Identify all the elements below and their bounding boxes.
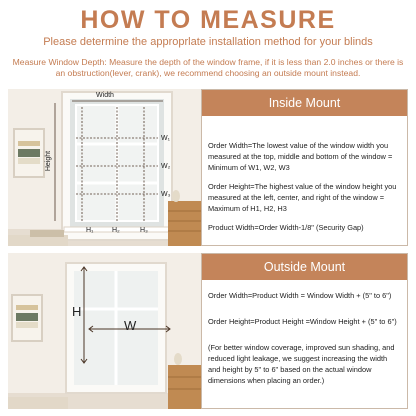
inside-width-rule: Order Width=The lowest value of the window width you measured at the top, middle and bottom of the window = Minimum of W1, W2, W3	[208, 141, 393, 172]
depth-note: Measure Window Depth: Measure the depth of the window frame, if it is less than 2.0 inches or there is an obstruction(lever, crank), we recommend choosing an outside mount instead.	[12, 57, 404, 78]
outside-mount-panel	[201, 253, 408, 409]
outside-mount-heading: Outside Mount	[202, 254, 407, 280]
inside-height-rule: Order Height=The highest value of the window height you measured at the left, center, and right of the window = Maximum of H1, H2, H3	[208, 182, 397, 213]
label-height: Height	[45, 150, 52, 172]
inside-mount-heading: Inside Mount	[202, 90, 407, 116]
label-h2: H₂	[112, 227, 120, 234]
label-w2: W₂	[161, 163, 171, 170]
inside-product-rule: Product Width=Order Width-1/8" (Security Gap)	[208, 223, 364, 232]
label-w1: W₁	[161, 135, 170, 142]
inside-mount-panel	[201, 89, 408, 246]
label-h: H	[72, 304, 82, 319]
label-w: W	[124, 318, 137, 333]
page-title: HOW TO MEASURE	[80, 6, 336, 34]
label-w3: W₃	[161, 191, 171, 198]
outside-advice: (For better window coverage, improved sun shading, and reduced light leakage, we suggest increasing the width and height by 5" to 6" based on the actual window dimensions when placing an order.)	[208, 343, 395, 385]
outside-width-rule: Order Width=Product Width = Window Width + (5" to 6")	[208, 291, 392, 300]
label-h1: H₁	[86, 227, 94, 234]
outside-height-rule: Order Height=Product Height =Window Height + (5" to 6")	[208, 317, 397, 326]
inside-mount-photo	[8, 89, 201, 246]
page-subtitle: Please determine the approprlate installation method for your blinds	[43, 36, 373, 48]
label-width: Width	[96, 92, 114, 99]
outside-mount-photo	[8, 253, 201, 409]
label-h3: H₃	[140, 227, 148, 234]
